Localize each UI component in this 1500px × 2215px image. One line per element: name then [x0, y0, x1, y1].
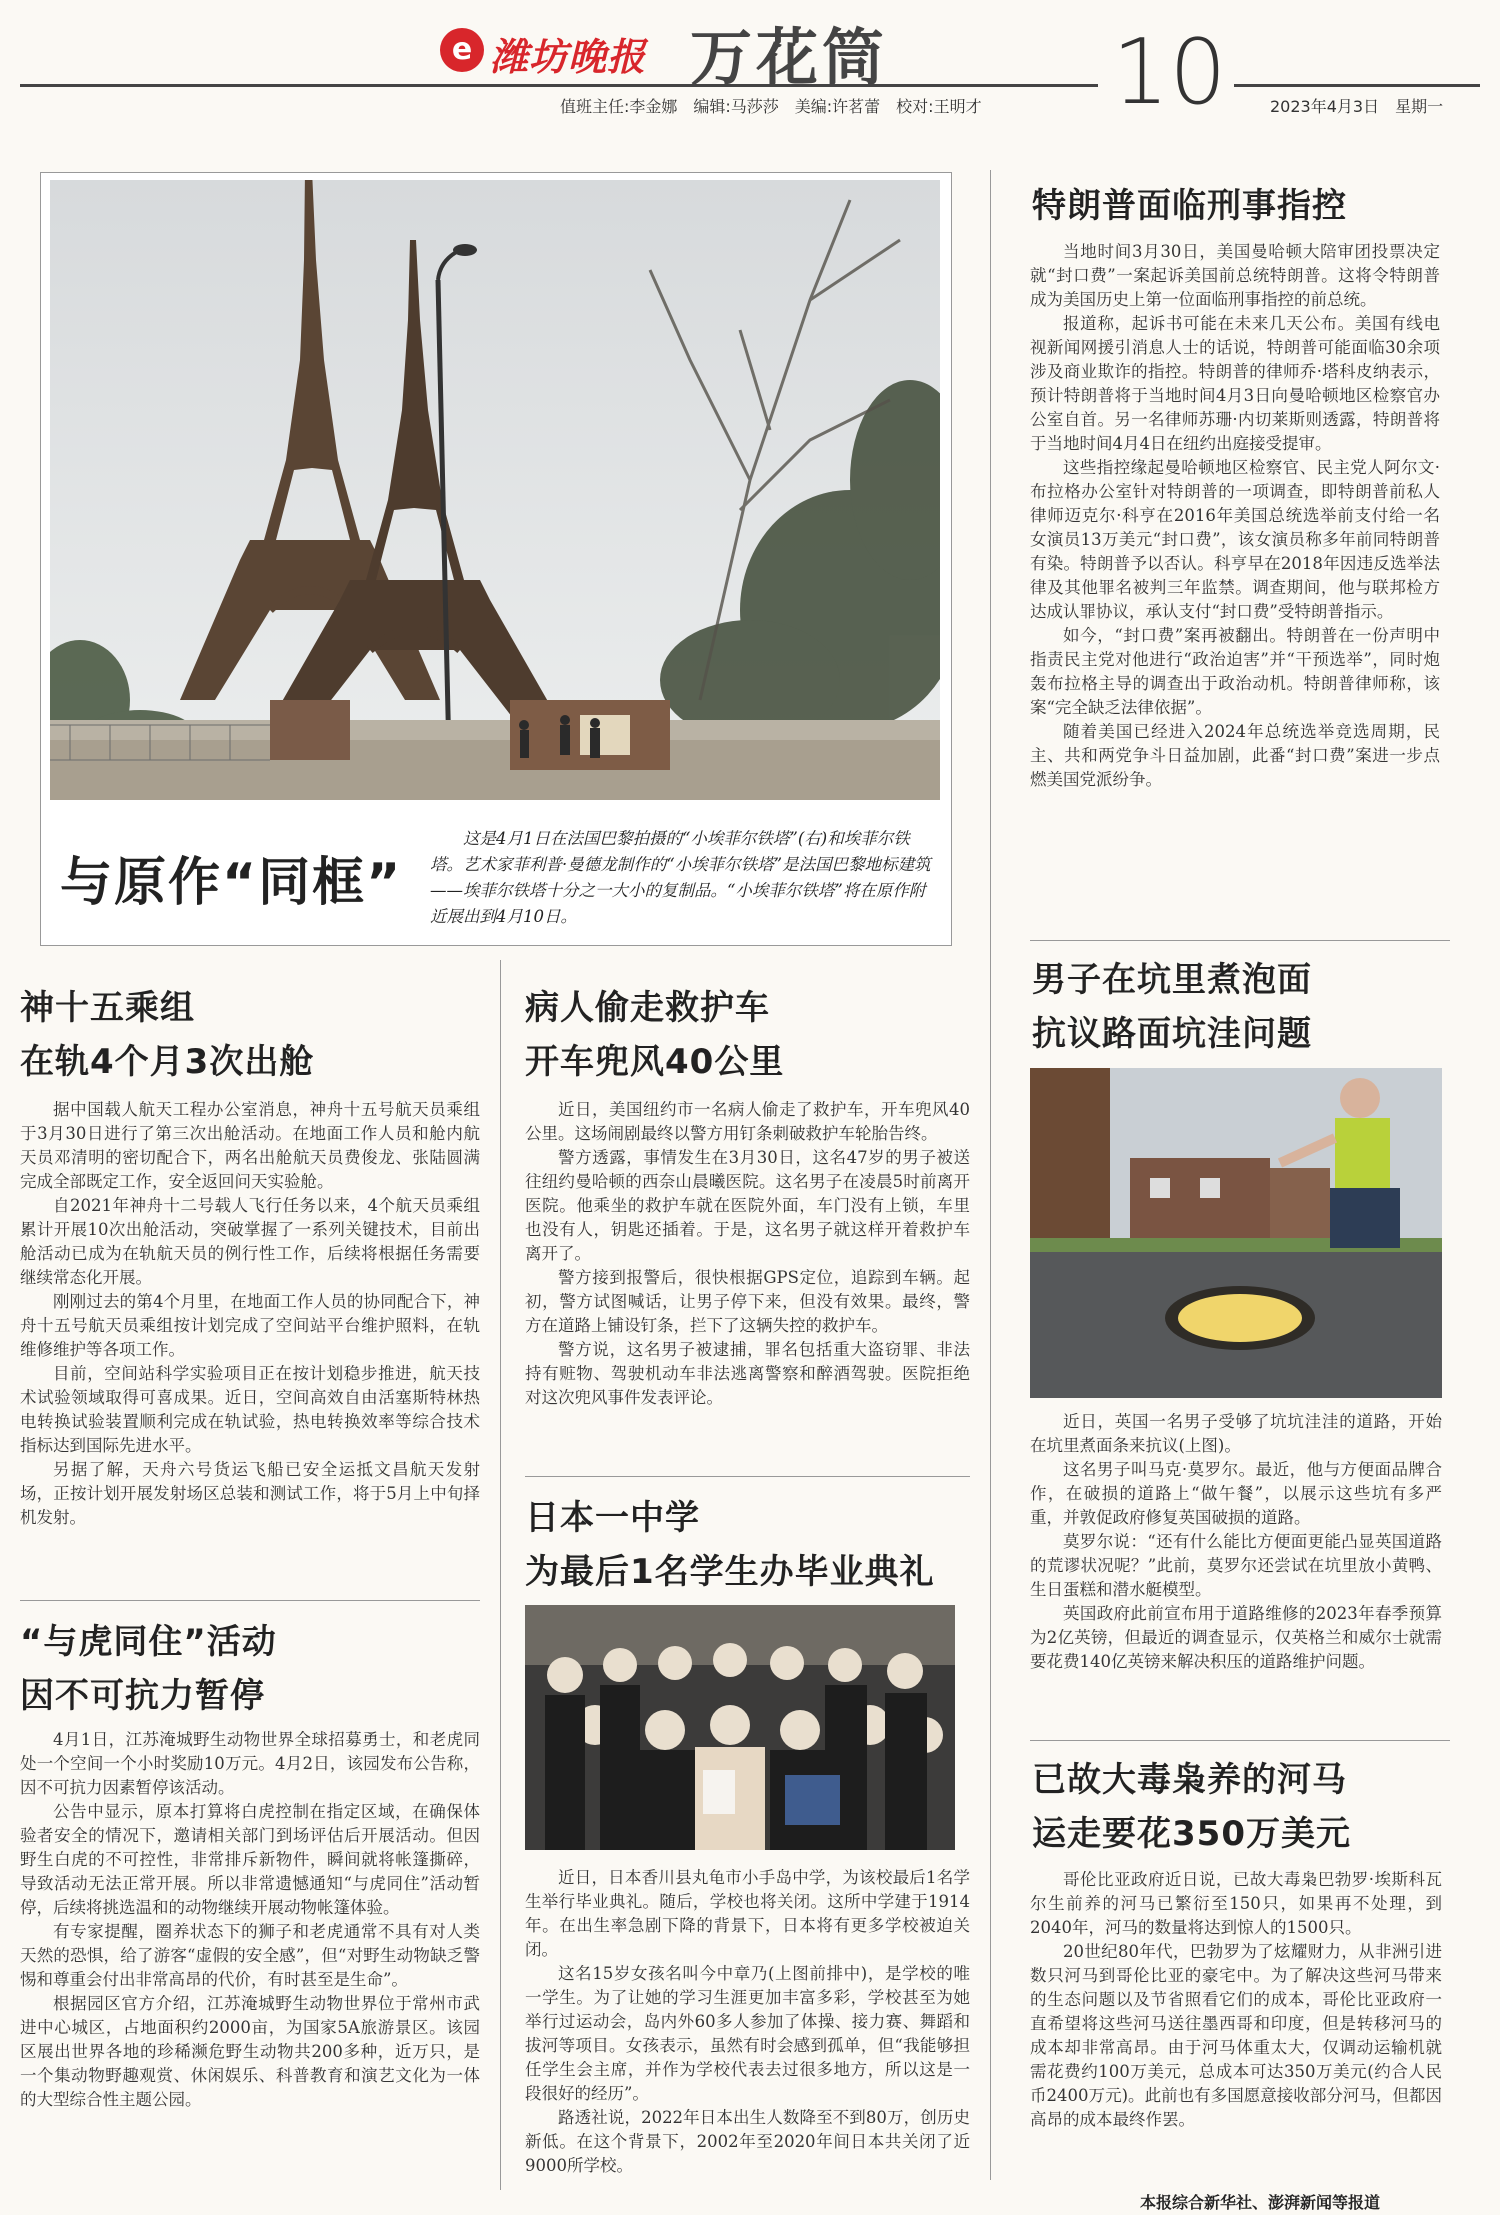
- ambulance-article-body: [525, 1098, 970, 1410]
- japan-article-body: [525, 1866, 970, 2178]
- newspaper-logo-icon: e: [440, 28, 484, 72]
- article-divider: [1030, 940, 1450, 941]
- article-paragraph: 警方透露，事情发生在3月30日，这名47岁的男子被送往纽约曼哈顿的西奈山晨曦医院。这名男子在凌晨5时前离开医院。他乘坐的救护车就在医院外面，车门没有上锁，车里也没有人，钥匙还插着。于是，这名男子就这样开着救护车离开了。: [525, 1148, 970, 1263]
- eiffel-tower-photo: [50, 180, 940, 800]
- graduation-photo: [525, 1605, 955, 1850]
- pothole-photo: [1030, 1068, 1442, 1398]
- article-paragraph: 另据了解，天舟六号货运飞船已安全运抵文昌航天发射场，正按计划开展发射场区总装和测试工作，将于5月上中旬择机发射。: [20, 1460, 480, 1527]
- staff-line: 值班主任:李金娜 编辑:马莎莎 美编:许茗蕾 校对:王明才: [560, 97, 982, 116]
- article-paragraph: 近日，英国一名男子受够了坑坑洼洼的道路，开始在坑里煮面条来抗议(上图)。: [1030, 1412, 1442, 1455]
- article-paragraph: 刚刚过去的第4个月里，在地面工作人员的协同配合下，神舟十五号航天员乘组按计划完成了空间站平台维护照料，在轨维修维护等各项工作。: [20, 1292, 480, 1359]
- trump-headline: 特朗普面临刑事指控: [1032, 186, 1347, 226]
- shenzhou-article-body: [20, 1098, 480, 1530]
- tiger-headline-line1: “与虎同住”活动: [20, 1622, 277, 1662]
- article-paragraph: 警方说，这名男子被逮捕，罪名包括重大盗窃罪、非法持有赃物、驾驶机动车非法逃离警察和醉酒驾驶。医院拒绝对这次兜风事件发表评论。: [525, 1340, 970, 1407]
- article-paragraph: 有专家提醒，圈养状态下的狮子和老虎通常不具有对人类天然的恐惧，给了游客“虚假的安全感”，但“对野生动物缺乏警惕和尊重会付出非常高昂的代价，有时甚至是生命”。: [20, 1922, 480, 1989]
- pothole-headline-line2: 抗议路面坑洼问题: [1032, 1014, 1312, 1054]
- trump-article-body: [1030, 240, 1440, 792]
- article-paragraph: 近日，美国纽约市一名病人偷走了救护车，开车兜风40公里。这场闹剧最终以警方用钉条刺破救护车轮胎告终。: [525, 1100, 970, 1143]
- article-paragraph: 如今，“封口费”案再被翻出。特朗普在一份声明中指责民主党对他进行“政治迫害”并“干预选举”，同时炮轰布拉格主导的调查出于政治动机。特朗普律师称，该案“完全缺乏法律依据”。: [1030, 626, 1440, 717]
- article-paragraph: 近日，日本香川县丸龟市小手岛中学，为该校最后1名学生举行毕业典礼。随后，学校也将关闭。这所中学建于1914年。在出生率急剧下降的背景下，日本将有更多学校被迫关闭。: [525, 1868, 970, 1959]
- ambulance-headline-line2: 开车兜风40公里: [525, 1042, 785, 1082]
- article-paragraph: 4月1日，江苏淹城野生动物世界全球招募勇士，和老虎同处一个空间一个小时奖励10万元。4月2日，该园发布公告称，因不可抗力因素暂停该活动。: [20, 1730, 480, 1797]
- japan-headline-line1: 日本一中学: [525, 1498, 700, 1538]
- article-paragraph: 当地时间3月30日，美国曼哈顿大陪审团投票决定就“封口费”一案起诉美国前总统特朗普。这将令特朗普成为美国历史上第一位面临刑事指控的前总统。: [1030, 242, 1440, 309]
- japan-headline-line2: 为最后1名学生办毕业典礼: [525, 1552, 935, 1592]
- article-paragraph: 据中国载人航天工程办公室消息，神舟十五号航天员乘组于3月30日进行了第三次出舱活动。在地面工作人员和舱内航天员邓清明的密切配合下，两名出舱航天员费俊龙、张陆圆满完成全部既定工作，安全返回问天实验舱。: [20, 1100, 480, 1191]
- hippo-headline-line1: 已故大毒枭养的河马: [1032, 1760, 1347, 1800]
- column-rule: [500, 960, 501, 2190]
- hippo-headline-line2: 运走要花350万美元: [1032, 1814, 1351, 1854]
- article-divider: [20, 1600, 480, 1601]
- source-credit: 本报综合新华社、澎湃新闻等报道: [1140, 2193, 1381, 2212]
- article-paragraph: 报道称，起诉书可能在未来几天公布。美国有线电视新闻网援引消息人士的话说，特朗普可能面临30余项涉及商业欺诈的指控。特朗普的律师乔·塔科皮纳表示，预计特朗普将于当地时间4月3日向曼哈顿地区检察官办公室自首。另一名律师苏珊·内切莱斯则透露，特朗普将于当地时间4月4日在纽约出庭接受提审。: [1030, 314, 1440, 453]
- dateline: 2023年4月3日 星期一: [1270, 97, 1444, 116]
- pothole-article-body: [1030, 1410, 1442, 1674]
- article-divider: [525, 1476, 970, 1477]
- article-paragraph: 这名15岁女孩名叫今中章乃(上图前排中)，是学校的唯一学生。为了让她的学习生涯更加丰富多彩，学校甚至为她举行过运动会，岛内外60多人参加了体操、接力赛、舞蹈和拔河等项目。女孩表示，虽然有时会感到孤单，但“我能够担任学生会主席，并作为学校代表去过很多地方，所以这是一段很好的经历”。: [525, 1964, 970, 2103]
- page-number: 10: [1112, 20, 1227, 125]
- paper-name: 潍坊晚报: [490, 35, 647, 79]
- hippo-article-body: [1030, 1868, 1442, 2132]
- article-paragraph: 哥伦比亚政府近日说，已故大毒枭巴勃罗·埃斯科瓦尔生前养的河马已繁衍至150只，如果再不处理，到2040年，河马的数量将达到惊人的1500只。: [1030, 1870, 1442, 1937]
- column-rule: [990, 170, 991, 2180]
- pothole-headline-line1: 男子在坑里煮泡面: [1032, 960, 1312, 1000]
- article-paragraph: 公告中显示，原本打算将白虎控制在指定区域，在确保体验者安全的情况下，邀请相关部门到场评估后开展活动。但因野生白虎的不可控性，非常排斥新物件，瞬间就将帐篷撕碎，导致活动无法正常开展。所以非常遗憾通知“与虎同住”活动暂停，后续将挑选温和的动物继续开展动物帐篷体验。: [20, 1802, 480, 1917]
- article-paragraph: 莫罗尔说：“还有什么能比方便面更能凸显英国道路的荒谬状况呢？”此前，莫罗尔还尝试在坑里放小黄鸭、生日蛋糕和潜水艇模型。: [1030, 1532, 1442, 1599]
- feature-caption: 这是4月1日在法国巴黎拍摄的“小埃菲尔铁塔”(右)和埃菲尔铁塔。艺术家菲利普·曼德龙制作的“小埃菲尔铁塔”是法国巴黎地标建筑——埃菲尔铁塔十分之一大小的复制品。“小埃菲尔铁塔”将在原作附近展出到4月10日。: [430, 829, 931, 926]
- tiger-article-body: [20, 1728, 480, 2112]
- article-paragraph: 根据园区官方介绍，江苏淹城野生动物世界位于常州市武进中心城区，占地面积约2000亩，为国家5A旅游景区。该园区展出世界各地的珍稀濒危野生动物共200多种，近万只，是一个集动物野趣观赏、休闲娱乐、科普教育和演艺文化为一体的大型综合性主题公园。: [20, 1994, 480, 2109]
- article-paragraph: 自2021年神舟十二号载人飞行任务以来，4个航天员乘组累计开展10次出舱活动，突破掌握了一系列关键技术，目前出舱活动已成为在轨航天员的例行性工作，后续将根据任务需要继续常态化开展。: [20, 1196, 480, 1287]
- shenzhou-headline-line1: 神十五乘组: [20, 988, 195, 1028]
- feature-title: 与原作“同框”: [60, 853, 403, 913]
- article-paragraph: 警方接到报警后，很快根据GPS定位，追踪到车辆。起初，警方试图喊话，让男子停下来，但没有效果。最终，警方在道路上铺设钉条，拦下了这辆失控的救护车。: [525, 1268, 970, 1335]
- masthead-rule-right: [1234, 84, 1480, 87]
- article-divider: [1030, 1740, 1450, 1741]
- shenzhou-headline-line2: 在轨4个月3次出舱: [20, 1042, 315, 1082]
- masthead-rule: [20, 84, 1098, 87]
- article-paragraph: 随着美国已经进入2024年总统选举竞选周期，民主、共和两党争斗日益加剧，此番“封口费”案进一步点燃美国党派纷争。: [1030, 722, 1440, 789]
- tiger-headline-line2: 因不可抗力暂停: [20, 1676, 265, 1716]
- article-paragraph: 这些指控缘起曼哈顿地区检察官、民主党人阿尔文·布拉格办公室针对特朗普的一项调查，即特朗普前私人律师迈克尔·科亨在2016年美国总统选举前支付给一名女演员13万美元“封口费”，该女演员称多年前同特朗普有染。特朗普予以否认。科亨早在2018年因违反选举法律及其他罪名被判三年监禁。调查期间，他与联邦检方达成认罪协议，承认支付“封口费”受特朗普指示。: [1030, 458, 1440, 621]
- article-paragraph: 英国政府此前宣布用于道路维修的2023年春季预算为2亿英镑，但最近的调查显示，仅英格兰和威尔士就需要花费140亿英镑来解决积压的道路维护问题。: [1030, 1604, 1442, 1671]
- article-paragraph: 路透社说，2022年日本出生人数降至不到80万，创历史新低。在这个背景下，2002年至2020年间日本共关闭了近9000所学校。: [525, 2108, 970, 2175]
- article-paragraph: 目前，空间站科学实验项目正在按计划稳步推进，航天技术试验领域取得可喜成果。近日，空间高效自由活塞斯特林热电转换试验装置顺利完成在轨试验，热电转换效率等综合技术指标达到国际先进水平。: [20, 1364, 480, 1455]
- section-name: 万花筒: [690, 21, 889, 94]
- ambulance-headline-line1: 病人偷走救护车: [525, 988, 770, 1028]
- article-paragraph: 20世纪80年代，巴勃罗为了炫耀财力，从非洲引进数只河马到哥伦比亚的豪宅中。为了解决这些河马带来的生态问题以及节省照看它们的成本，哥伦比亚政府一直希望将这些河马送往墨西哥和印度，但是转移河马的成本却非常高昂。由于河马体重太大，仅调动运输机就需花费约100万美元，总成本可达350万美元(约合人民币2400万元)。此前也有多国愿意接收部分河马，但都因高昂的成本最终作罢。: [1030, 1942, 1442, 2129]
- article-paragraph: 这名男子叫马克·莫罗尔。最近，他与方便面品牌合作，在破损的道路上“做午餐”，以展示这些坑有多严重，并敦促政府修复英国破损的道路。: [1030, 1460, 1442, 1527]
